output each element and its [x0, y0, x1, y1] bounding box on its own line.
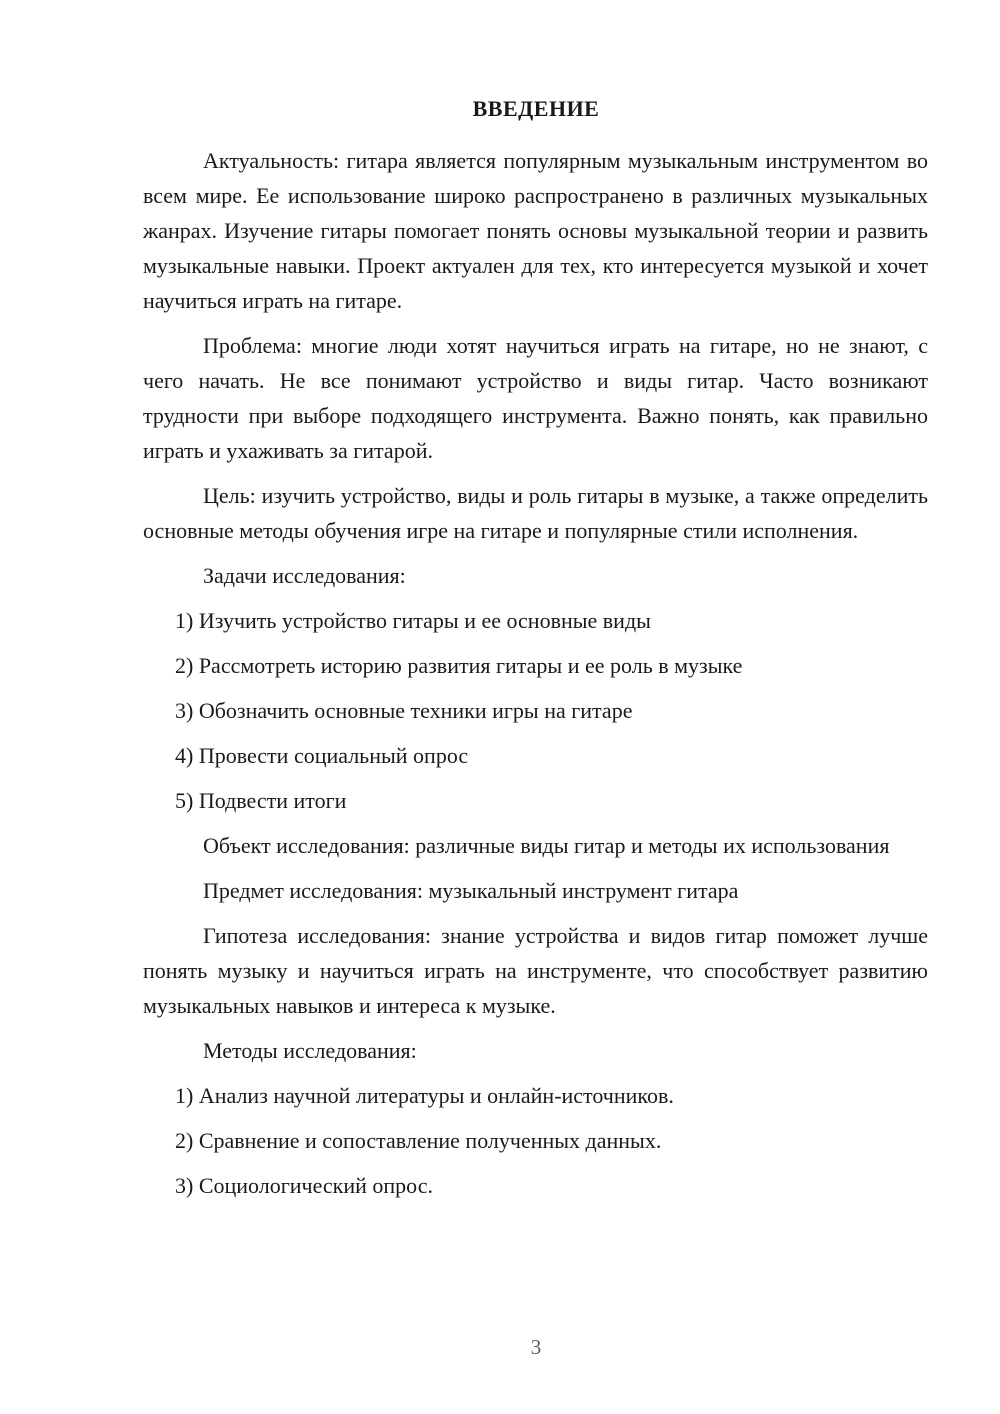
- methods-list: [143, 1078, 928, 1203]
- page-title: ВВЕДЕНИЕ: [472, 96, 600, 121]
- hypothesis-paragraph: Гипотеза исследования: знание устройства и видов гитар поможет лучше понять музыку и научиться играть на инструменте, что способствует развитию музыкальных навыков и интереса к музыке.: [143, 923, 928, 1018]
- methods-label: Методы исследования:: [203, 1038, 417, 1063]
- list-item: 5) Подвести итоги: [175, 788, 347, 813]
- list-item: 1) Анализ научной литературы и онлайн-источников.: [175, 1083, 674, 1108]
- problem-paragraph: Проблема: многие люди хотят научиться играть на гитаре, но не знают, с чего начать. Не все понимают устройство и виды гитар. Часто возникают трудности при выборе подходящего инструмента. Важно понять, как правильно играть и ухаживать за гитарой.: [143, 333, 928, 463]
- list-item: 2) Рассмотреть историю развития гитары и ее роль в музыке: [175, 653, 743, 678]
- list-item: 2) Сравнение и сопоставление полученных данных.: [175, 1128, 662, 1153]
- page-body: [143, 143, 928, 1213]
- list-item: 3) Обозначить основные техники игры на гитаре: [175, 698, 633, 723]
- list-item: 4) Провести социальный опрос: [175, 743, 469, 768]
- relevance-paragraph: Актуальность: гитара является популярным музыкальным инструментом во всем мире. Ее использование широко распространено в различных музыкальных жанрах. Изучение гитары помогает понять основы музыкальной теории и развить музыкальные навыки. Проект актуален для тех, кто интересуется музыкой и хочет научиться играть на гитаре.: [143, 148, 928, 313]
- object-paragraph: Объект исследования: различные виды гитар и методы их использования: [203, 833, 890, 858]
- subject-paragraph: Предмет исследования: музыкальный инструмент гитара: [203, 878, 739, 903]
- goal-paragraph: Цель: изучить устройство, виды и роль гитары в музыке, а также определить основные методы обучения игре на гитаре и популярные стили исполнения.: [143, 483, 928, 543]
- page-number: 3: [530, 1335, 542, 1359]
- tasks-label: Задачи исследования:: [203, 563, 406, 588]
- tasks-list: [143, 603, 928, 818]
- list-item: 3) Социологический опрос.: [175, 1173, 433, 1198]
- list-item: 1) Изучить устройство гитары и ее основные виды: [175, 608, 651, 633]
